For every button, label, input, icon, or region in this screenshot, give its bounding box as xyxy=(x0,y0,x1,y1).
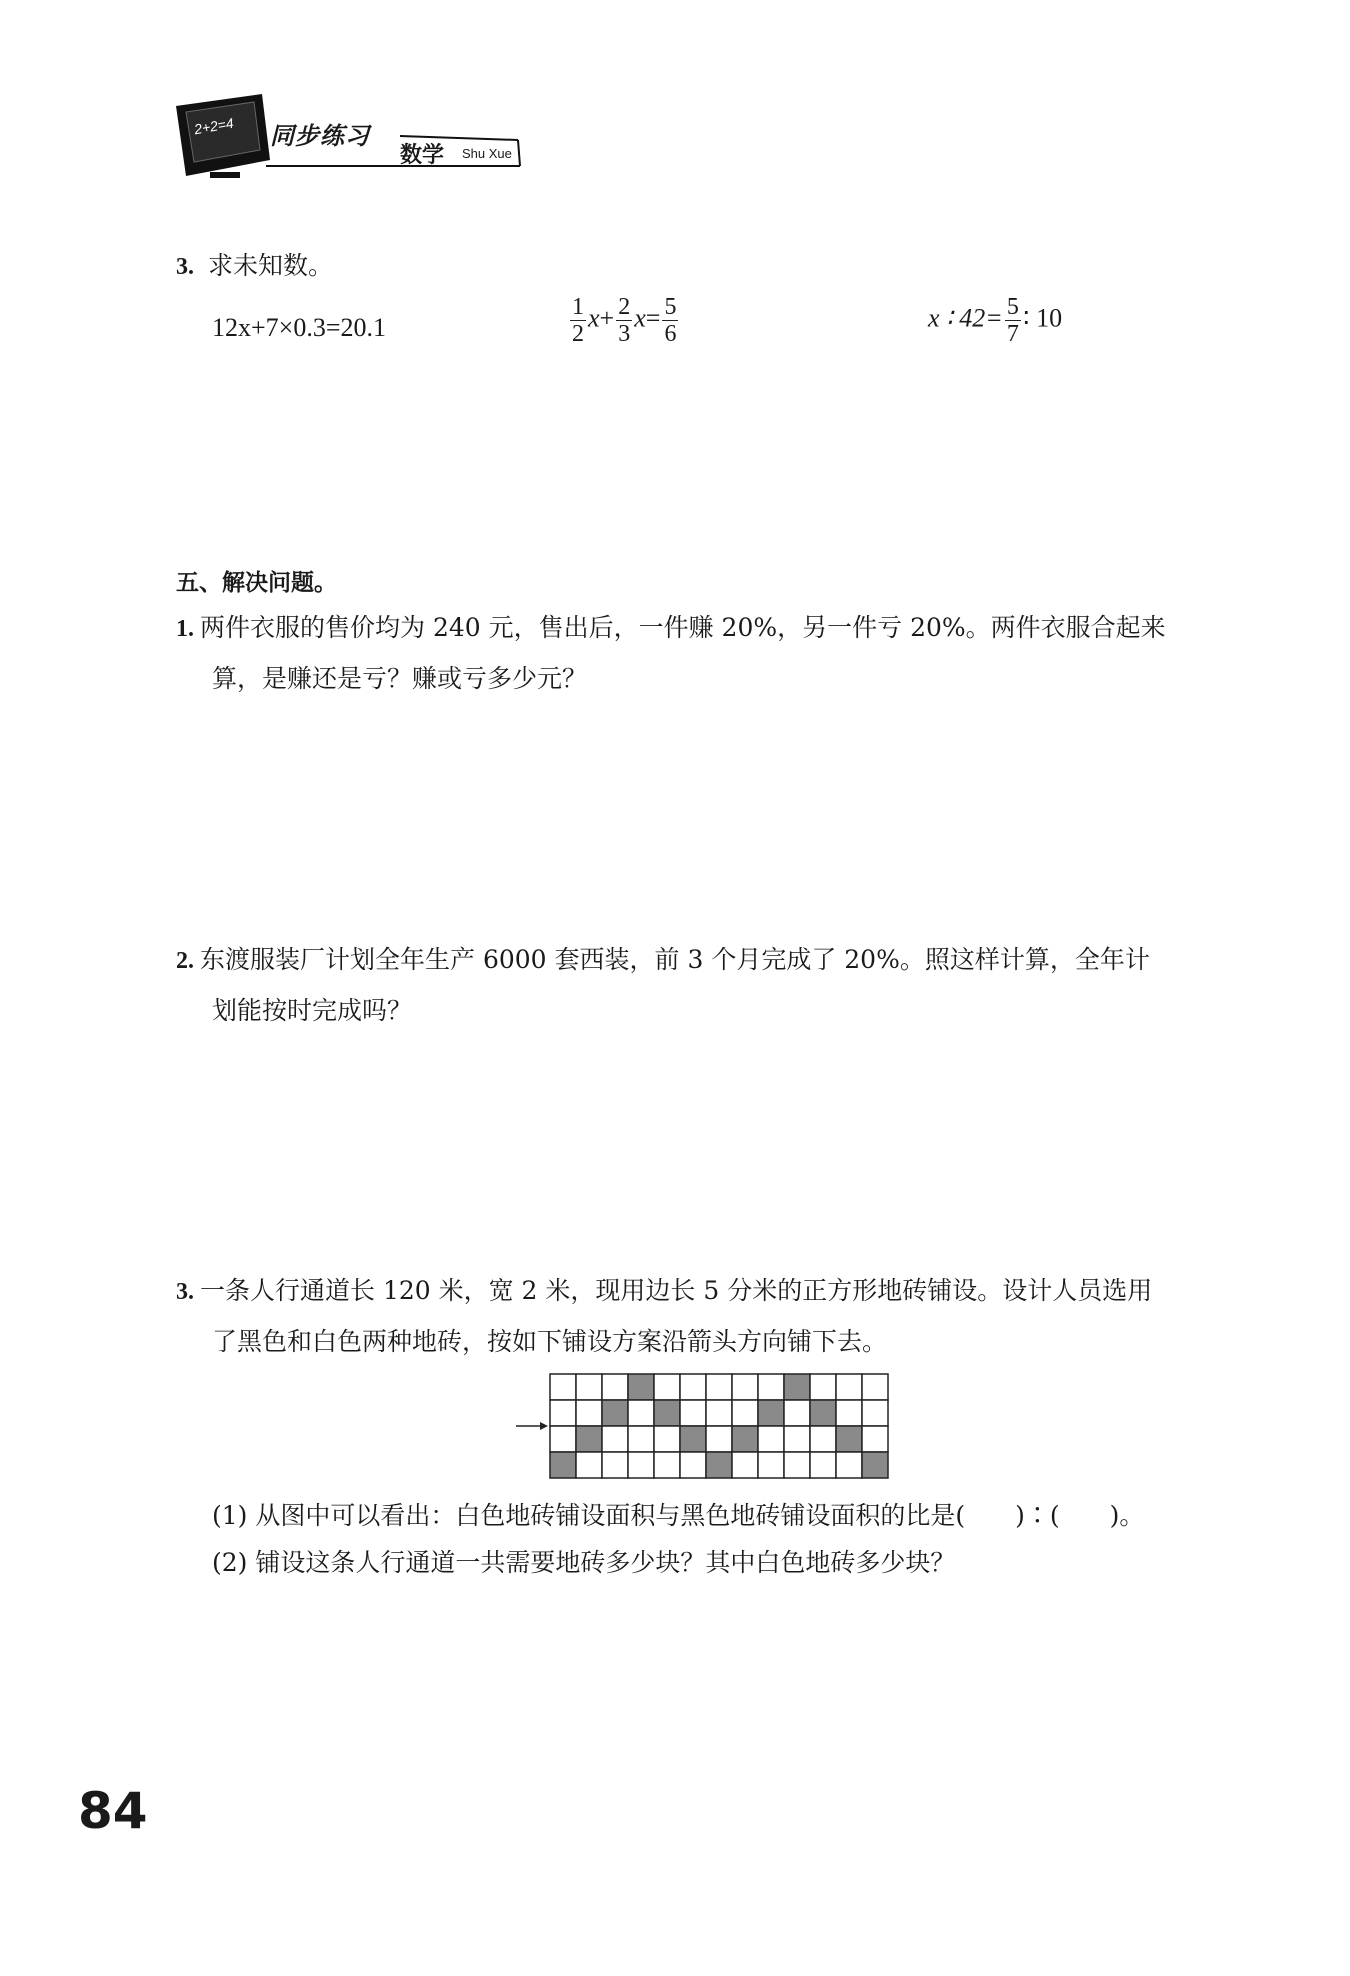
tile-white xyxy=(862,1426,888,1452)
tile-white xyxy=(862,1400,888,1426)
tile-white xyxy=(680,1374,706,1400)
tile-white xyxy=(602,1452,628,1478)
header-badge: 2+2=4 xyxy=(192,114,235,138)
problem-3-line2: 了黑色和白色两种地砖，按如下铺设方案沿箭头方向铺下去。 xyxy=(212,1327,888,1356)
tile-white xyxy=(602,1426,628,1452)
equation-2: $\frac{1}{2}$ x+ $\frac{2}{3}$ x= $\frac{5}{6}$ xyxy=(572,294,677,347)
tile-diagram xyxy=(510,1370,896,1482)
tile-white xyxy=(732,1452,758,1478)
header-pinyin: Shu Xue xyxy=(462,146,512,161)
tile-white xyxy=(784,1426,810,1452)
tile-white xyxy=(732,1400,758,1426)
header xyxy=(170,88,530,188)
tile-white xyxy=(758,1452,784,1478)
problem-2-line2: 划能按时完成吗？ xyxy=(212,996,413,1025)
problem-1-line2: 算，是赚还是亏？赚或亏多少元？ xyxy=(212,664,588,693)
tile-white xyxy=(862,1374,888,1400)
tile-dark xyxy=(810,1400,836,1426)
tile-white xyxy=(576,1400,602,1426)
question-text: 求未知数。 xyxy=(207,251,333,280)
tile-white xyxy=(706,1400,732,1426)
tile-white xyxy=(758,1426,784,1452)
equation-1 xyxy=(212,313,386,343)
fraction-a: $\frac{1}{2}$ xyxy=(572,294,584,347)
tile-white xyxy=(706,1426,732,1452)
tile-white xyxy=(680,1452,706,1478)
section-heading: 五、解决问题。 xyxy=(176,570,337,596)
tile-white xyxy=(836,1374,862,1400)
tile-white xyxy=(810,1426,836,1452)
tile-dark xyxy=(784,1374,810,1400)
header-rule-right xyxy=(518,140,520,166)
tile-white xyxy=(654,1452,680,1478)
fraction-b: $\frac{2}{3}$ xyxy=(618,294,631,347)
tile-white xyxy=(628,1426,654,1452)
problem-3-line1: 3. 一条人行通道长 120 米，宽 2 米，现用边长 5 分米的正方形地砖铺设。设计人员选用 xyxy=(176,1276,1153,1305)
tile-white xyxy=(654,1374,680,1400)
problem-2-line1: 2. 东渡服装厂计划全年生产 6000 套西装，前 3 个月完成了 20%。照这样计算，全年计 xyxy=(176,945,1150,974)
tile-white xyxy=(628,1452,654,1478)
tile-white xyxy=(706,1374,732,1400)
tile-white xyxy=(654,1426,680,1452)
tile-dark xyxy=(732,1426,758,1452)
problem-1 xyxy=(176,603,1216,703)
page-number: 84 xyxy=(78,1782,148,1840)
problem-3 xyxy=(176,1266,1216,1366)
tile-white xyxy=(810,1452,836,1478)
tile-white xyxy=(628,1400,654,1426)
header-subject: 数学 xyxy=(400,143,445,168)
problem-2 xyxy=(176,935,1216,1035)
tile-white xyxy=(836,1452,862,1478)
sub-question-2: (2) 铺设这条人行通道一共需要地砖多少块？其中白色地砖多少块？ xyxy=(212,1548,956,1577)
tile-white xyxy=(784,1452,810,1478)
equation-1-text: 12x+7×0.3=20.1 xyxy=(212,313,386,342)
sub-question-1: (1) 从图中可以看出：白色地砖铺设面积与黑色地砖铺设面积的比是( )∶( )。 xyxy=(212,1501,1145,1530)
tile-white xyxy=(680,1400,706,1426)
question-number: 3. xyxy=(176,254,194,280)
tile-dark xyxy=(602,1400,628,1426)
monitor-stand xyxy=(210,172,240,178)
tile-white xyxy=(836,1400,862,1426)
fraction-c: $\frac{5}{6}$ xyxy=(664,294,677,347)
tile-white xyxy=(550,1374,576,1400)
tile-dark xyxy=(576,1426,602,1452)
tile-dark xyxy=(550,1452,576,1478)
q3-title xyxy=(176,241,333,292)
problem-1-line1: 1. 两件衣服的售价均为 240 元，售出后，一件赚 20%，另一件亏 20%。两件衣服合起来 xyxy=(176,613,1166,642)
tile-white xyxy=(550,1426,576,1452)
tile-white xyxy=(810,1374,836,1400)
header-series: 同步练习 xyxy=(270,122,370,150)
tile-white xyxy=(732,1374,758,1400)
tile-dark xyxy=(862,1452,888,1478)
tile-dark xyxy=(654,1400,680,1426)
tile-white xyxy=(784,1400,810,1426)
tile-dark xyxy=(758,1400,784,1426)
tile-dark xyxy=(680,1426,706,1452)
arrow-head-icon xyxy=(540,1422,548,1430)
tile-white xyxy=(758,1374,784,1400)
tile-white xyxy=(576,1452,602,1478)
tile-white xyxy=(602,1374,628,1400)
tile-white xyxy=(550,1400,576,1426)
tile-dark xyxy=(836,1426,862,1452)
tile-dark xyxy=(628,1374,654,1400)
tile-dark xyxy=(706,1452,732,1478)
equation-3: x ∶ 42= $\frac{5}{7}$ ∶ 10 xyxy=(928,294,1063,347)
tile-white xyxy=(576,1374,602,1400)
fraction-d: $\frac{5}{7}$ xyxy=(1006,294,1019,347)
